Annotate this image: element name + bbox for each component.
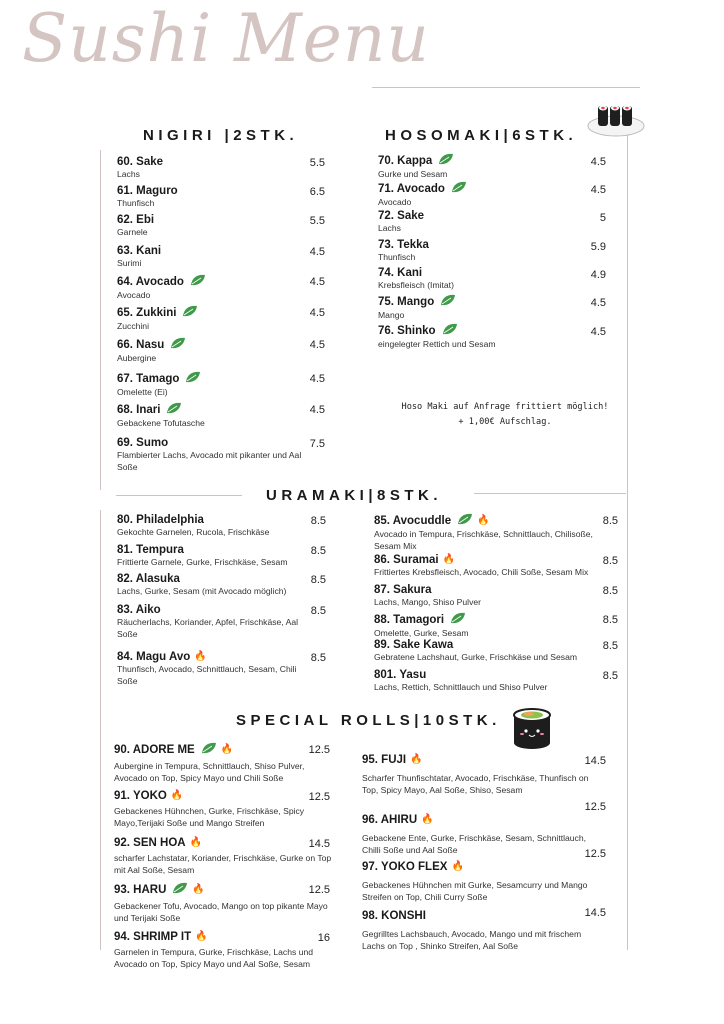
menu-item <box>117 274 317 302</box>
menu-item-description: Lachs <box>378 223 401 233</box>
section-title-special: SPECIAL ROLLS|10STK. <box>236 712 501 729</box>
title-divider <box>372 87 640 88</box>
vegetarian-leaf-icon <box>170 337 186 353</box>
menu-item-description: Avocado <box>117 290 151 300</box>
menu-item-name-text: 801. Yasu <box>374 669 427 681</box>
menu-item-name <box>117 436 317 450</box>
menu-item-price: 8.5 <box>310 574 326 586</box>
menu-item-price: 6.5 <box>309 186 325 198</box>
menu-item <box>117 337 317 365</box>
menu-item-name-text: 95. FUJI <box>362 754 407 766</box>
menu-item-name-text: 73. Tekka <box>378 239 429 251</box>
menu-item-price: 5.9 <box>590 241 606 253</box>
menu-item <box>117 244 317 270</box>
menu-item-price: 4.9 <box>590 269 606 281</box>
menu-item-price: 12.5 <box>584 848 606 860</box>
menu-item-name <box>374 638 619 652</box>
menu-item-name <box>117 305 317 321</box>
menu-item-description: Surimi <box>117 258 142 268</box>
menu-item-price: 16 <box>317 932 330 944</box>
menu-item <box>378 209 578 235</box>
menu-item-description: Avocado in Tempura, Frischkäse, Schnittlauch, Chilisoße, Sesam Mix <box>374 529 593 551</box>
spicy-fire-icon: 🔥 <box>195 930 208 942</box>
menu-item <box>117 213 317 239</box>
menu-item-description: Gebackenes Hühnchen, Gurke, Frischkäse, Spicy Mayo,Terijaki Soße und Mango Streifen <box>114 806 305 828</box>
menu-item-name <box>117 274 317 290</box>
menu-item-name <box>378 153 578 169</box>
menu-item-name-text: 63. Kani <box>117 245 162 257</box>
menu-item-description: Gebackener Tofu, Avocado, Mango on top pikante Mayo und Terijaki Soße <box>114 901 328 923</box>
menu-item-description: Scharfer Thunfischtatar, Avocado, Frischkäse, Thunfisch on Top, Spicy Mayo, Aal Soße, Shiso, Sesam <box>362 773 589 795</box>
spicy-fire-icon: 🔥 <box>477 515 490 526</box>
menu-item-name <box>117 213 317 227</box>
menu-item-name <box>117 371 317 387</box>
menu-item-description: Thunfisch <box>117 198 155 208</box>
menu-item-name <box>374 583 619 597</box>
menu-item-name-text: 86. Suramai <box>374 554 439 566</box>
menu-item-description: Gebackene Ente, Gurke, Frischkäse, Sesam, Schnittlauch, Chilli Soße und Aal Soße <box>362 833 587 855</box>
left-border-line <box>100 510 101 950</box>
vegetarian-leaf-icon <box>185 371 201 387</box>
menu-item-description: eingelegter Rettich und Sesam <box>378 339 496 349</box>
menu-item-price: 8.5 <box>602 585 618 597</box>
menu-item-name <box>117 337 317 353</box>
menu-item-description: Flambierter Lachs, Avocado mit pikanter und Aal Soße <box>117 450 302 472</box>
menu-item-description: Aubergine in Tempura, Schnittlauch, Shiso Pulver, Avocado on Top, Spicy Mayo und Chili Soße <box>114 761 305 783</box>
menu-item <box>117 436 317 473</box>
menu-item <box>374 612 619 640</box>
menu-item-name-text: 92. SEN HOA <box>114 837 186 849</box>
menu-item-description: Thunfisch, Avocado, Schnittlauch, Sesam, Chili Soße <box>117 664 297 686</box>
menu-item <box>362 753 602 796</box>
menu-item-price: 8.5 <box>310 515 326 527</box>
menu-item-name <box>378 323 578 339</box>
vegetarian-leaf-icon <box>201 742 217 758</box>
menu-item-name-text: 96. AHIRU <box>362 814 418 826</box>
menu-item-name <box>117 184 317 198</box>
menu-item-name-text: 94. SHRIMP IT <box>114 931 192 943</box>
right-border-line <box>627 122 628 950</box>
section-title-hosomaki: HOSOMAKI|6STK. <box>385 127 578 144</box>
vegetarian-leaf-icon <box>172 882 188 898</box>
menu-item-description: Krebsfleisch (Imitat) <box>378 280 454 290</box>
spicy-fire-icon: 🔥 <box>192 884 205 895</box>
menu-item-price: 8.5 <box>602 640 618 652</box>
menu-item-name-text: 90. ADORE ME <box>114 744 195 757</box>
menu-item-description: Frittiertes Krebsfleisch, Avocado, Chili Soße, Sesam Mix <box>374 567 589 577</box>
menu-item-name-text: 93. HARU <box>114 884 167 897</box>
spicy-fire-icon: 🔥 <box>220 744 234 755</box>
menu-item-description: Avocado <box>378 197 412 207</box>
menu-item-name <box>378 294 578 310</box>
menu-item-description: Gurke und Sesam <box>378 169 448 179</box>
menu-item-description: Gegrilltes Lachsbauch, Avocado, Mango und mit frischem Lachs on Top , Shinko Streifen, Aal Soße <box>362 929 582 951</box>
menu-item <box>117 184 317 210</box>
menu-item-price: 4.5 <box>309 373 325 385</box>
menu-item-name <box>117 603 317 617</box>
menu-item-name <box>362 753 602 767</box>
spicy-fire-icon: 🔥 <box>451 860 464 872</box>
menu-item-price: 8.5 <box>602 670 618 682</box>
menu-item-description: Räucherlachs, Koriander, Apfel, Frischkäse, Aal Soße <box>117 617 299 639</box>
menu-item-name-text: 91. YOKO <box>114 790 167 802</box>
menu-item-description: Gebackenes Hühnchen mit Gurke, Sesamcurry und Mango Streifen on Top, Chili Curry Soße <box>362 880 588 902</box>
menu-item-name-text: 62. Ebi <box>117 214 155 226</box>
menu-item-name <box>362 813 602 827</box>
menu-item-name-text: 70. Kappa <box>378 155 433 168</box>
menu-item-description: Garnele <box>117 227 148 237</box>
note-line-1: Hoso Maki auf Anfrage frittiert möglich! <box>401 402 609 412</box>
hosomaki-note <box>384 400 626 430</box>
menu-item <box>374 583 619 609</box>
menu-item <box>374 638 619 664</box>
vegetarian-leaf-icon <box>442 323 458 339</box>
uramaki-line-right <box>474 493 626 494</box>
menu-title: Sushi Menu <box>22 0 430 77</box>
spicy-fire-icon: 🔥 <box>194 650 207 662</box>
menu-item-price: 12.5 <box>308 884 330 896</box>
menu-item <box>362 860 602 903</box>
menu-item-name-text: 82. Alasuka <box>117 573 180 585</box>
menu-item-name <box>362 909 602 923</box>
menu-item <box>117 305 317 333</box>
menu-item-name-text: 76. Shinko <box>378 325 436 338</box>
uramaki-line-left <box>116 495 242 496</box>
menu-item-name-text: 97. YOKO FLEX <box>362 861 448 873</box>
vegetarian-leaf-icon <box>440 294 456 310</box>
spicy-fire-icon: 🔥 <box>170 789 184 801</box>
vegetarian-leaf-icon <box>438 153 454 169</box>
menu-item-name <box>378 238 578 252</box>
menu-item-price: 8.5 <box>602 614 618 626</box>
menu-item <box>378 323 578 351</box>
menu-item-price: 4.5 <box>590 184 606 196</box>
menu-item-name-text: 69. Sumo <box>117 437 169 449</box>
menu-item-description: Omelette (Ei) <box>117 387 168 397</box>
menu-item-price: 14.5 <box>584 907 606 919</box>
nigiri-divider-line <box>100 150 101 490</box>
menu-item-price: 8.5 <box>602 515 618 527</box>
spicy-fire-icon: 🔥 <box>189 836 203 848</box>
menu-item-name <box>117 650 317 664</box>
menu-item-price: 5.5 <box>309 157 325 169</box>
menu-item-name-text: 75. Mango <box>378 296 435 309</box>
menu-item <box>362 813 602 856</box>
menu-item-name-text: 85. Avocuddle <box>374 515 452 528</box>
menu-item-price: 5 <box>599 212 606 224</box>
menu-item <box>374 553 619 579</box>
menu-item-name <box>362 860 602 874</box>
vegetarian-leaf-icon <box>166 402 182 418</box>
menu-item-description: Gekochte Garnelen, Rucola, Frischkäse <box>117 527 270 537</box>
menu-item <box>117 572 317 598</box>
menu-item-price: 8.5 <box>602 555 618 567</box>
menu-item-description: Lachs, Gurke, Sesam (mit Avocado möglich) <box>117 586 287 596</box>
sushi-roll-character-image <box>511 703 553 751</box>
menu-item-name <box>378 209 578 223</box>
menu-item-price: 12.5 <box>584 801 606 813</box>
menu-item-name-text: 88. Tamagori <box>374 614 445 627</box>
menu-item-name-text: 84. Magu Avo <box>117 651 191 663</box>
menu-item-price: 4.5 <box>590 297 606 309</box>
menu-item-price: 4.5 <box>309 246 325 258</box>
spicy-fire-icon: 🔥 <box>421 813 434 825</box>
menu-item-name-text: 98. KONSHI <box>362 910 426 922</box>
menu-item-price: 8.5 <box>310 605 326 617</box>
menu-item <box>374 668 619 694</box>
menu-item-name-text: 64. Avocado <box>117 276 184 289</box>
menu-item-price: 7.5 <box>309 438 325 450</box>
menu-item-name-text: 89. Sake Kawa <box>374 639 454 651</box>
menu-item-description: Lachs <box>117 169 140 179</box>
menu-item <box>362 909 602 952</box>
menu-item-name-text: 61. Maguro <box>117 185 178 197</box>
menu-item-name-text: 74. Kani <box>378 267 423 279</box>
menu-item-description: Aubergine <box>117 353 157 363</box>
menu-item-price: 8.5 <box>310 545 326 557</box>
menu-item-name-text: 87. Sakura <box>374 584 432 596</box>
menu-item-name <box>374 612 619 628</box>
menu-item-price: 8.5 <box>310 652 326 664</box>
menu-item-description: Lachs, Mango, Shiso Pulver <box>374 597 482 607</box>
menu-item-price: 4.5 <box>309 307 325 319</box>
menu-item <box>117 371 317 399</box>
menu-item <box>117 402 317 430</box>
menu-item <box>378 266 578 292</box>
menu-item-price: 4.5 <box>309 339 325 351</box>
menu-item-name <box>378 266 578 280</box>
menu-item-name-text: 80. Philadelphia <box>117 514 204 526</box>
menu-item-description: Frittierte Garnele, Gurke, Frischkäse, Sesam <box>117 557 288 567</box>
menu-item-name-text: 66. Nasu <box>117 339 165 352</box>
sushi-plate-image <box>586 102 646 138</box>
section-title-nigiri: NIGIRI |2STK. <box>143 127 299 144</box>
menu-item-price: 4.5 <box>590 326 606 338</box>
menu-item-name-text: 71. Avocado <box>378 183 445 196</box>
menu-item <box>117 543 317 569</box>
menu-item <box>117 513 317 539</box>
menu-item-name <box>117 402 317 418</box>
menu-item-description: Mango <box>378 310 405 320</box>
menu-item-price: 4.5 <box>590 156 606 168</box>
menu-item <box>117 650 317 687</box>
menu-item-name <box>374 553 619 567</box>
menu-item <box>378 294 578 322</box>
menu-item-price: 4.5 <box>309 404 325 416</box>
menu-item-name <box>117 572 317 586</box>
menu-item-name-text: 83. Aiko <box>117 604 161 616</box>
menu-item-price: 14.5 <box>584 755 606 767</box>
menu-item <box>117 603 317 640</box>
menu-item-name-text: 67. Tamago <box>117 373 180 386</box>
vegetarian-leaf-icon <box>451 181 467 197</box>
menu-item-name <box>117 543 317 557</box>
menu-item <box>378 238 578 264</box>
menu-item-name <box>378 181 578 197</box>
vegetarian-leaf-icon <box>182 305 198 321</box>
menu-item-price: 12.5 <box>308 791 330 803</box>
menu-item-name <box>374 668 619 682</box>
menu-item-name-text: 81. Tempura <box>117 544 184 556</box>
section-title-uramaki: URAMAKI|8STK. <box>266 487 443 504</box>
menu-item-description: Garnelen in Tempura, Gurke, Frischkäse, Lachs und Avocado on Top, Spicy Mayo und Aal Soße, Sesam <box>114 947 314 969</box>
menu-item-description: Thunfisch <box>378 252 416 262</box>
menu-item-description: Omelette, Gurke, Sesam <box>374 628 469 638</box>
menu-item-description: Lachs, Rettich, Schnittlauch und Shiso Pulver <box>374 682 548 692</box>
vegetarian-leaf-icon <box>457 513 473 529</box>
menu-item-name <box>374 513 619 529</box>
menu-item <box>378 181 578 209</box>
menu-item-price: 5.5 <box>309 215 325 227</box>
note-line-2: + 1,00€ Aufschlag. <box>458 417 552 427</box>
menu-item-price: 12.5 <box>308 744 330 756</box>
menu-item-description: Zucchini <box>117 321 149 331</box>
menu-item-name-text: 68. Inari <box>117 404 161 417</box>
menu-item-name-text: 60. Sake <box>117 156 164 168</box>
vegetarian-leaf-icon <box>450 612 466 628</box>
menu-item-name-text: 72. Sake <box>378 210 425 222</box>
spicy-fire-icon: 🔥 <box>410 753 423 765</box>
menu-item-price: 14.5 <box>308 838 330 850</box>
menu-item-description: Gebratene Lachshaut, Gurke, Frischkäse und Sesam <box>374 652 578 662</box>
menu-item-description: Gebackene Tofutasche <box>117 418 205 428</box>
menu-item-name <box>117 244 317 258</box>
menu-item-price: 4.5 <box>309 276 325 288</box>
menu-item-description: scharfer Lachstatar, Koriander, Frischkäse, Gurke on Top mit Aal Soße, Sesam <box>114 853 332 875</box>
menu-item-name <box>117 155 317 169</box>
menu-item <box>374 513 619 552</box>
menu-item-name <box>117 513 317 527</box>
menu-item-name-text: 65. Zukkini <box>117 307 177 320</box>
menu-item <box>378 153 578 181</box>
spicy-fire-icon: 🔥 <box>442 553 456 565</box>
vegetarian-leaf-icon <box>190 274 206 290</box>
menu-item <box>117 155 317 181</box>
